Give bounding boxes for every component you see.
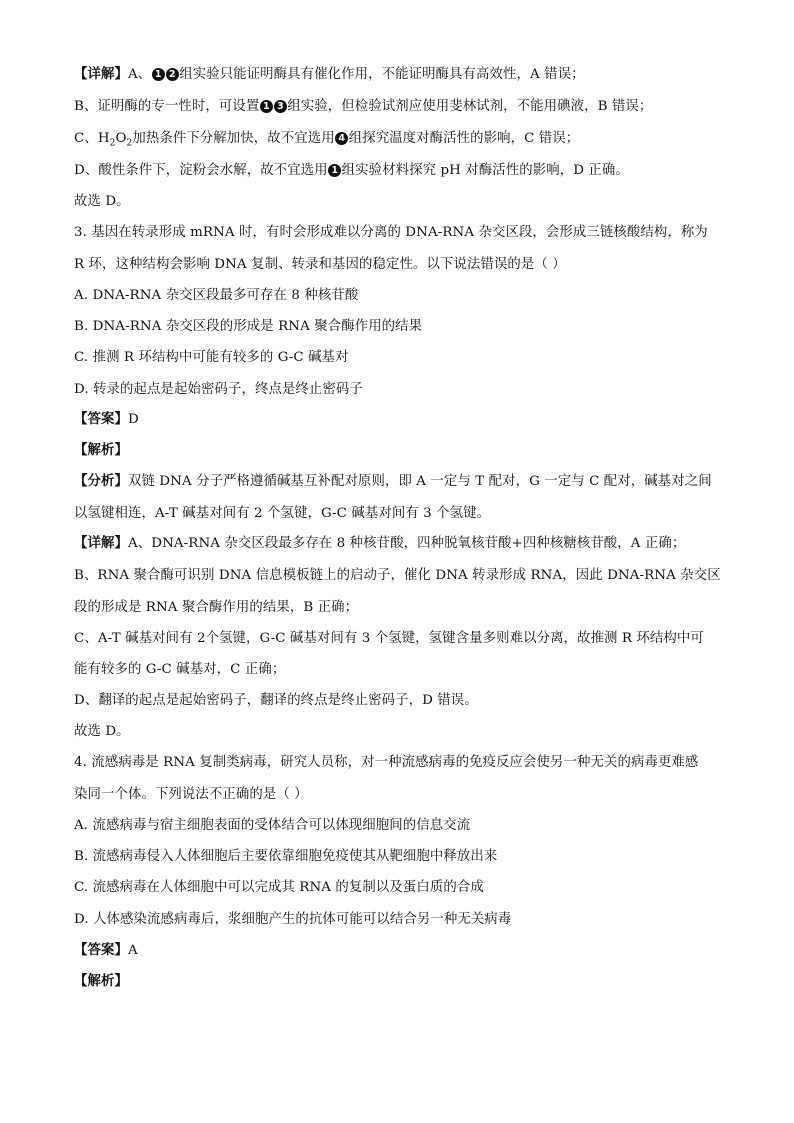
text-line [74, 159, 724, 183]
text-run: A、 [127, 67, 152, 82]
section-label: 【详解】 [74, 536, 128, 551]
text-line [74, 564, 724, 588]
text-line [74, 939, 724, 963]
subscript: 2 [109, 138, 116, 149]
text-run: D、翻译的起点是起始密码子，翻译的终点是终止密码子，D 错误。 [74, 693, 478, 708]
text-run: A、DNA-RNA 杂交区段最多存在 8 种核苷酸，四种脱氧核苷酸+四种核糖核苷酸，A 正确； [127, 536, 686, 551]
text-line [74, 502, 724, 526]
text-line [74, 127, 724, 151]
text-run: A [127, 943, 138, 958]
circled-number: 1 [260, 100, 273, 113]
text-line [74, 95, 724, 119]
text-run: A. DNA-RNA 杂交区段最多可存在 8 种核苷酸 [74, 288, 359, 303]
section-label: 【解析】 [74, 443, 128, 458]
text-line [74, 596, 724, 620]
text-run: 能有较多的 G-C 碱基对，C 正确； [74, 662, 286, 677]
circled-number: 3 [274, 100, 287, 113]
text-run: O [115, 131, 127, 146]
text-line [74, 720, 724, 744]
text-run: 染同一个体。下列说法不正确的是（ ） [74, 787, 308, 802]
text-run: 组实验只能证明酶具有催化作用，不能证明酶具有高效性，A 错误； [179, 67, 585, 82]
text-run: C、A-T 碱基对间有 2个氢键，G-C 碱基对间有 3 个氢键，氢键含量多则难以分离，故推测 R 环结构中可 [74, 631, 704, 646]
subscript: 2 [126, 138, 133, 149]
text-line [74, 814, 724, 838]
text-line [74, 845, 724, 869]
text-line [74, 751, 724, 775]
circled-number: 2 [166, 68, 179, 81]
text-line [74, 470, 724, 494]
circled-number: 1 [152, 68, 165, 81]
text-line [74, 221, 724, 245]
text-line [74, 876, 724, 900]
section-label: 【详解】 [74, 67, 128, 82]
text-run: 故选 D。 [74, 724, 130, 739]
text-run: D、酸性条件下，淀粉会水解，故不宜选用 [74, 163, 328, 178]
circled-number: 1 [328, 164, 341, 177]
text-run: 3. 基因在转录形成 mRNA 时，有时会形成难以分离的 DNA-RNA 杂交区段，会形成三链核酸结构，称为 [74, 225, 708, 240]
text-run: D. 转录的起点是起始密码子，终点是终止密码子 [74, 382, 363, 397]
circled-number: 4 [335, 132, 348, 145]
section-label: 【答案】 [74, 943, 128, 958]
text-line [74, 970, 724, 994]
text-run: 以氢键相连，A-T 碱基对间有 2 个氢键，G-C 碱基对间有 3 个氢键。 [74, 506, 491, 521]
text-run: 组实验材料探究 pH 对酶活性的影响，D 正确。 [341, 163, 629, 178]
text-line [74, 627, 724, 651]
text-run: B. DNA-RNA 杂交区段的形成是 RNA 聚合酶作用的结果 [74, 319, 423, 334]
text-line [74, 378, 724, 402]
text-run: D. 人体感染流感病毒后，浆细胞产生的抗体可能可以结合另一种无关病毒 [74, 912, 512, 927]
text-run: D [127, 412, 139, 427]
text-line [74, 408, 724, 432]
section-label: 【解析】 [74, 974, 128, 989]
text-line [74, 346, 724, 370]
text-line [74, 439, 724, 463]
text-line [74, 689, 724, 713]
text-run: 4. 流感病毒是 RNA 复制类病毒，研究人员称，对一种流感病毒的免疫反应会使另一种无关的病毒更难感 [74, 755, 699, 770]
text-run: A. 流感病毒与宿主细胞表面的受体结合可以体现细胞间的信息交流 [74, 818, 471, 833]
text-line [74, 284, 724, 308]
text-line [74, 658, 724, 682]
text-run: C. 推测 R 环结构中可能有较多的 G-C 碱基对 [74, 350, 349, 365]
text-run: 组实验，但检验试剂应使用斐林试剂，不能用碘液，B 错误； [287, 99, 653, 114]
text-run: 加热条件下分解加快，故不宜选用 [132, 131, 335, 146]
text-run: B、证明酶的专一性时，可设置 [74, 99, 260, 114]
text-run: R 环，这种结构会影响 DNA 复制、转录和基因的稳定性。以下说法错误的是（ ） [74, 257, 566, 272]
text-line [74, 908, 724, 932]
text-line [74, 190, 724, 214]
section-label: 【答案】 [74, 412, 128, 427]
text-run: C、H [74, 131, 110, 146]
text-run: 组探究温度对酶活性的影响，C 错误； [348, 131, 580, 146]
text-run: B. 流感病毒侵入人体细胞后主要依靠细胞免疫使其从靶细胞中释放出来 [74, 849, 498, 864]
text-line [74, 532, 724, 556]
text-run: 故选 D。 [74, 194, 130, 209]
text-line [74, 315, 724, 339]
text-run: 双链 DNA 分子严格遵循碱基互补配对原则，即 A 一定与 T 配对，G 一定与 C 配对，碱基对之间 [127, 474, 712, 489]
text-run: 段的形成是 RNA 聚合酶作用的结果，B 正确； [74, 600, 359, 615]
text-line [74, 63, 724, 87]
text-run: B、RNA 聚合酶可识别 DNA 信息模板链上的启动子，催化 DNA 转录形成 RNA，因此 DNA-RNA 杂交区 [74, 568, 721, 583]
section-label: 【分析】 [74, 474, 128, 489]
text-line [74, 783, 724, 807]
text-run: C. 流感病毒在人体细胞中可以完成其 RNA 的复制以及蛋白质的合成 [74, 880, 484, 895]
text-line [74, 253, 724, 277]
